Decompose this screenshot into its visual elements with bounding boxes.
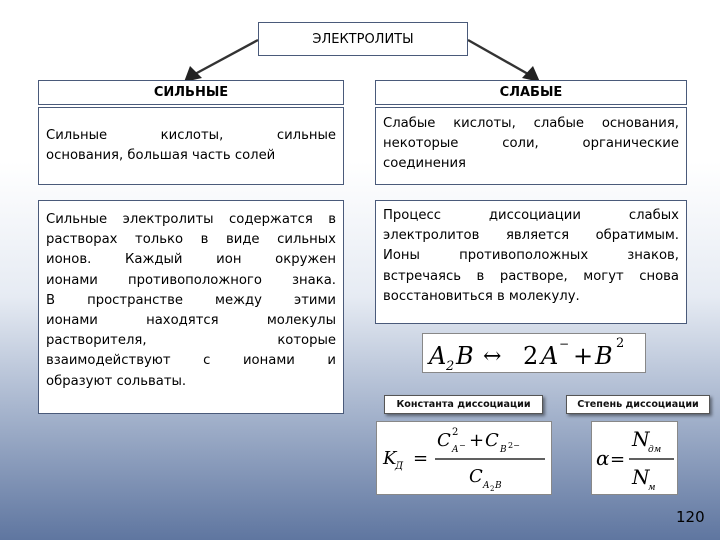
weak-desc-line: электролитов является обратимым. bbox=[383, 228, 679, 244]
dissociation-equation bbox=[422, 333, 646, 373]
num-c2-sub: B bbox=[500, 445, 507, 455]
num-plus: + bbox=[469, 430, 485, 451]
eq-a: A bbox=[429, 342, 447, 370]
den-sub-a: A bbox=[483, 481, 490, 491]
deg-den: N bbox=[632, 465, 650, 489]
weak-header bbox=[375, 80, 687, 105]
den-sub-2: 2 bbox=[490, 485, 495, 493]
strong-desc-line: образуют сольваты. bbox=[46, 373, 187, 389]
eq-coef: 2 bbox=[523, 342, 539, 370]
strong-header bbox=[38, 80, 344, 105]
strong-description bbox=[38, 200, 344, 414]
strong-desc-line: ионами противоположного знака. bbox=[46, 272, 336, 288]
dissociation-degree-label bbox=[566, 395, 710, 414]
weak-header-text: СЛАБЫЕ bbox=[499, 85, 563, 100]
eq-arrow: ↔ bbox=[483, 344, 502, 369]
dissociation-equation-svg bbox=[423, 334, 647, 374]
strong-desc-line: растворах только в виде сильных bbox=[46, 232, 336, 248]
eq-a2: A bbox=[541, 342, 559, 370]
weak-examples bbox=[375, 107, 687, 185]
weak-desc-line: Процесс диссоциации слабых bbox=[383, 208, 679, 223]
constant-formula-svg bbox=[377, 422, 553, 496]
k-sub: Д bbox=[395, 461, 404, 472]
weak-desc-line: Ионы противоположных знаков, bbox=[383, 248, 679, 264]
weak-examples-line: Слабые кислоты, слабые основания, bbox=[383, 116, 679, 131]
num-c1-subsup: − bbox=[459, 441, 466, 450]
dissociation-constant-label bbox=[384, 395, 543, 414]
den-sub-b: B bbox=[495, 481, 502, 491]
eq-b2: B bbox=[595, 342, 613, 370]
strong-desc-line: ионов. Каждый ион окружен bbox=[46, 252, 336, 268]
eq-a2-sup: − bbox=[559, 337, 570, 351]
eq-plus: + bbox=[573, 342, 594, 370]
weak-examples-line: соединения bbox=[383, 156, 466, 172]
deg-num: N bbox=[632, 427, 650, 451]
strong-header-text: СИЛЬНЫЕ bbox=[153, 85, 229, 100]
dissociation-degree-formula bbox=[591, 421, 678, 495]
alpha-symbol: α bbox=[596, 446, 610, 470]
dissociation-constant-text: Константа диссоциации bbox=[396, 399, 531, 410]
num-c2: C bbox=[485, 430, 499, 451]
dissociation-degree-text: Степень диссоциации bbox=[577, 399, 699, 410]
strong-desc-line: ионами находятся молекулы bbox=[46, 313, 336, 329]
weak-desc-line: встречаясь в растворе, могут снова bbox=[383, 268, 679, 284]
arrow-line-right bbox=[468, 40, 528, 74]
strong-desc-line: растворителя, которые bbox=[46, 333, 336, 349]
num-c2-subsup: 2− bbox=[508, 441, 520, 450]
arrow-line-left bbox=[195, 40, 258, 74]
page-number: 120 bbox=[676, 508, 705, 526]
eq-b2-sup: 2 bbox=[616, 336, 625, 351]
strong-desc-line: В пространстве между этими bbox=[46, 292, 336, 308]
strong-examples-line: Сильные кислоты, сильные bbox=[46, 128, 336, 143]
k-eq: = bbox=[413, 448, 429, 469]
num-c1-sub: A bbox=[452, 445, 459, 455]
deg-num-sub: дм bbox=[648, 445, 662, 455]
deg-den-sub: м bbox=[648, 483, 656, 493]
num-c1-sup: 2 bbox=[452, 427, 459, 438]
strong-examples bbox=[38, 107, 344, 185]
strong-desc-line: взаимодействуют с ионами и bbox=[46, 353, 336, 369]
strong-examples-line: основания, большая часть солей bbox=[46, 148, 276, 164]
title-text: ЭЛЕКТРОЛИТЫ bbox=[312, 31, 414, 47]
weak-description bbox=[375, 200, 687, 324]
alpha-eq: = bbox=[610, 449, 626, 470]
weak-examples-line: некоторые соли, органические bbox=[383, 136, 679, 152]
degree-formula-svg bbox=[592, 422, 679, 496]
k-symbol: K bbox=[383, 448, 397, 469]
den-c: C bbox=[469, 466, 483, 487]
eq-a-sub: 2 bbox=[446, 359, 455, 374]
eq-b: B bbox=[456, 342, 474, 370]
dissociation-constant-formula bbox=[376, 421, 552, 495]
strong-desc-line: Сильные электролиты содержатся в bbox=[46, 212, 336, 227]
weak-desc-line: восстановиться в молекулу. bbox=[383, 288, 580, 304]
num-c1: C bbox=[437, 430, 451, 451]
title-box bbox=[258, 22, 468, 56]
